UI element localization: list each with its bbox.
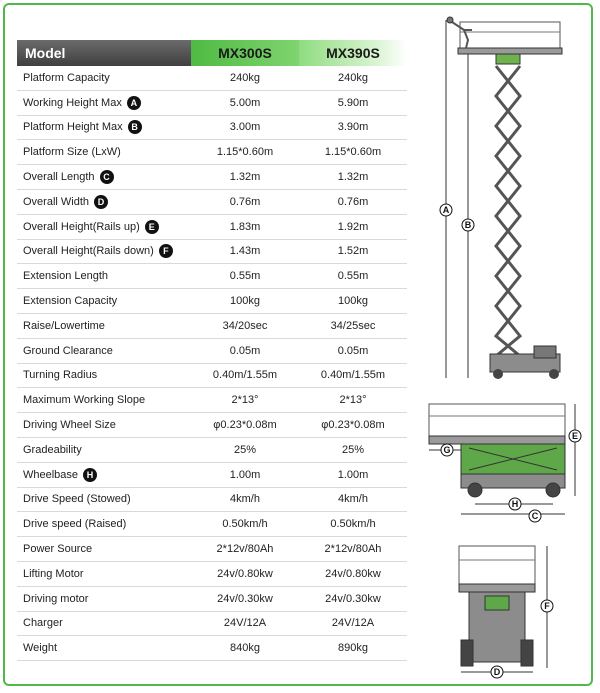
table-row — [17, 116, 407, 141]
value-col-2: 1.52m — [337, 245, 369, 258]
value-col-2: 2*12v/80Ah — [324, 543, 382, 556]
table-row — [17, 488, 407, 513]
table-body — [17, 66, 407, 661]
row-label-text: Weight — [23, 642, 58, 655]
row-label — [17, 320, 191, 332]
row-label-text: Platform Size (LxW) — [23, 146, 121, 159]
row-label — [17, 195, 191, 209]
value-col-1: 25% — [233, 443, 257, 456]
row-label-text: Platform Height Max — [23, 121, 123, 134]
value-col-2: 0.50km/h — [330, 518, 376, 531]
row-label — [17, 543, 191, 555]
value-col-2: 1.32m — [337, 171, 369, 184]
table-row — [17, 165, 407, 190]
row-label-text: Gradeability — [23, 443, 82, 456]
table-row — [17, 314, 407, 339]
row-label-text: Power Source — [23, 543, 93, 556]
row-label — [17, 642, 191, 654]
badge-b — [462, 219, 474, 231]
value-col-2: 2*13° — [339, 394, 367, 407]
value-col-1: 1.15*0.60m — [216, 146, 274, 159]
badge-e — [569, 430, 581, 442]
value-col-1: 0.55m — [229, 270, 261, 283]
dimension-badge: C — [100, 170, 114, 184]
value-col-1: 24V/12A — [223, 617, 267, 630]
table-row — [17, 91, 407, 116]
row-label-text: Maximum Working Slope — [23, 394, 146, 407]
value-col-1: 1.32m — [229, 171, 261, 184]
value-col-2: 34/25sec — [330, 319, 376, 332]
row-label — [17, 72, 191, 84]
table-row — [17, 413, 407, 438]
row-label — [17, 444, 191, 456]
dimension-badge: E — [145, 220, 159, 234]
svg-text:B: B — [464, 220, 472, 230]
row-label — [17, 518, 191, 530]
header-col-2: MX390S — [299, 40, 407, 66]
badge-a — [440, 204, 452, 216]
header-col-1: MX300S — [191, 40, 299, 66]
header-model: Model — [17, 40, 191, 66]
value-col-1: 24v/0.30kw — [217, 592, 273, 605]
row-label — [17, 593, 191, 605]
row-label — [17, 568, 191, 580]
row-label-text: Lifting Motor — [23, 567, 84, 580]
row-label-text: Overall Height(Rails up) — [23, 220, 140, 233]
value-col-1: 1.43m — [229, 245, 261, 258]
value-col-1: 4km/h — [230, 493, 260, 506]
value-col-2: 24v/0.30kw — [325, 592, 381, 605]
platform-deck — [458, 48, 562, 54]
badge-f — [541, 600, 553, 612]
value-col-2: 100kg — [338, 295, 368, 308]
value-col-1: φ0.23*0.08m — [213, 419, 277, 432]
scissor-arms — [496, 66, 520, 356]
table-row — [17, 215, 407, 240]
dimension-badge: B — [128, 120, 142, 134]
value-col-2: 0.40m/1.55m — [320, 369, 386, 382]
value-col-2: 1.00m — [337, 468, 369, 481]
row-label-text: Extension Length — [23, 270, 109, 283]
spec-table — [17, 40, 407, 661]
row-label-text: Drive Speed (Stowed) — [23, 493, 131, 506]
value-col-1: 2*13° — [231, 394, 259, 407]
value-col-1: 240kg — [230, 71, 260, 84]
value-col-2: 25% — [341, 443, 365, 456]
table-row — [17, 612, 407, 637]
row-label — [17, 146, 191, 158]
badge-d — [491, 666, 503, 678]
row-label-text: Extension Capacity — [23, 295, 118, 308]
table-row — [17, 364, 407, 389]
table-row — [17, 240, 407, 265]
table-row — [17, 636, 407, 661]
value-col-2: 0.55m — [337, 270, 369, 283]
value-col-1: 24v/0.80kw — [217, 567, 273, 580]
value-col-1: 0.05m — [229, 344, 261, 357]
row-label — [17, 120, 191, 134]
row-label-text: Working Height Max — [23, 96, 122, 109]
svg-text:C: C — [531, 511, 539, 521]
table-row — [17, 264, 407, 289]
row-label — [17, 468, 191, 482]
value-col-2: 1.92m — [337, 220, 369, 233]
value-col-1: 3.00m — [229, 121, 261, 134]
svg-text:G: G — [443, 445, 451, 455]
table-header — [17, 40, 407, 66]
value-col-2: 0.05m — [337, 344, 369, 357]
svg-text:D: D — [493, 667, 501, 677]
table-row — [17, 463, 407, 488]
value-col-1: 1.83m — [229, 220, 261, 233]
row-label — [17, 419, 191, 431]
side-rail — [429, 404, 565, 436]
table-row — [17, 537, 407, 562]
value-col-2: 240kg — [338, 71, 368, 84]
row-label — [17, 394, 191, 406]
row-label — [17, 270, 191, 282]
row-label-text: Charger — [23, 617, 63, 630]
row-label-text: Raise/Lowertime — [23, 319, 105, 332]
side-view-drawing — [425, 398, 590, 526]
row-label-text: Driving Wheel Size — [23, 419, 116, 432]
row-label — [17, 220, 191, 234]
table-row — [17, 289, 407, 314]
table-row — [17, 190, 407, 215]
svg-text:F: F — [544, 601, 550, 611]
badge-c — [529, 510, 541, 522]
table-row — [17, 512, 407, 537]
value-col-1: 0.76m — [229, 195, 261, 208]
value-col-2: 24v/0.80kw — [325, 567, 381, 580]
value-col-2: 3.90m — [337, 121, 369, 134]
row-label-text: Overall Width — [23, 195, 90, 208]
value-col-1: 2*12v/80Ah — [216, 543, 274, 556]
value-col-1: 0.50km/h — [222, 518, 268, 531]
value-col-1: 0.40m/1.55m — [212, 369, 278, 382]
row-label — [17, 617, 191, 629]
value-col-2: φ0.23*0.08m — [321, 419, 385, 432]
dimension-badge: A — [127, 96, 141, 110]
row-label-text: Wheelbase — [23, 468, 79, 481]
dimension-badge: H — [83, 468, 97, 482]
elevated-view-drawing — [430, 10, 580, 385]
row-label-text: Platform Capacity — [23, 71, 110, 84]
row-label-text: Overall Length — [23, 171, 95, 184]
row-label-text: Ground Clearance — [23, 344, 113, 357]
badge-g — [441, 444, 453, 456]
row-label — [17, 345, 191, 357]
dimension-badge: F — [159, 244, 173, 258]
svg-text:A: A — [442, 205, 450, 215]
value-col-1: 34/20sec — [222, 319, 268, 332]
row-label — [17, 170, 191, 184]
table-row — [17, 388, 407, 413]
value-col-1: 5.00m — [229, 96, 261, 109]
row-label-text: Turning Radius — [23, 369, 98, 382]
worker-figure — [452, 22, 472, 48]
value-col-1: 840kg — [230, 642, 260, 655]
row-label-text: Driving motor — [23, 592, 89, 605]
value-col-2: 890kg — [338, 642, 368, 655]
row-label — [17, 244, 191, 258]
badge-h — [509, 498, 521, 510]
row-label-text: Overall Height(Rails down) — [23, 245, 154, 258]
table-row — [17, 140, 407, 165]
table-row — [17, 562, 407, 587]
dimension-badge: D — [94, 195, 108, 209]
platform-rail — [460, 22, 560, 48]
value-col-2: 5.90m — [337, 96, 369, 109]
value-col-1: 1.00m — [229, 468, 261, 481]
value-col-2: 0.76m — [337, 195, 369, 208]
row-label — [17, 295, 191, 307]
table-row — [17, 66, 407, 91]
row-label — [17, 96, 191, 110]
svg-text:E: E — [571, 431, 579, 441]
value-col-2: 24V/12A — [331, 617, 375, 630]
value-col-2: 1.15*0.60m — [324, 146, 382, 159]
table-row — [17, 339, 407, 364]
row-label — [17, 493, 191, 505]
value-col-1: 100kg — [230, 295, 260, 308]
table-row — [17, 587, 407, 612]
front-view-drawing — [455, 540, 575, 685]
value-col-2: 4km/h — [338, 493, 368, 506]
row-label — [17, 369, 191, 381]
row-label-text: Drive speed (Raised) — [23, 518, 127, 531]
svg-text:H: H — [511, 499, 519, 509]
table-row — [17, 438, 407, 463]
